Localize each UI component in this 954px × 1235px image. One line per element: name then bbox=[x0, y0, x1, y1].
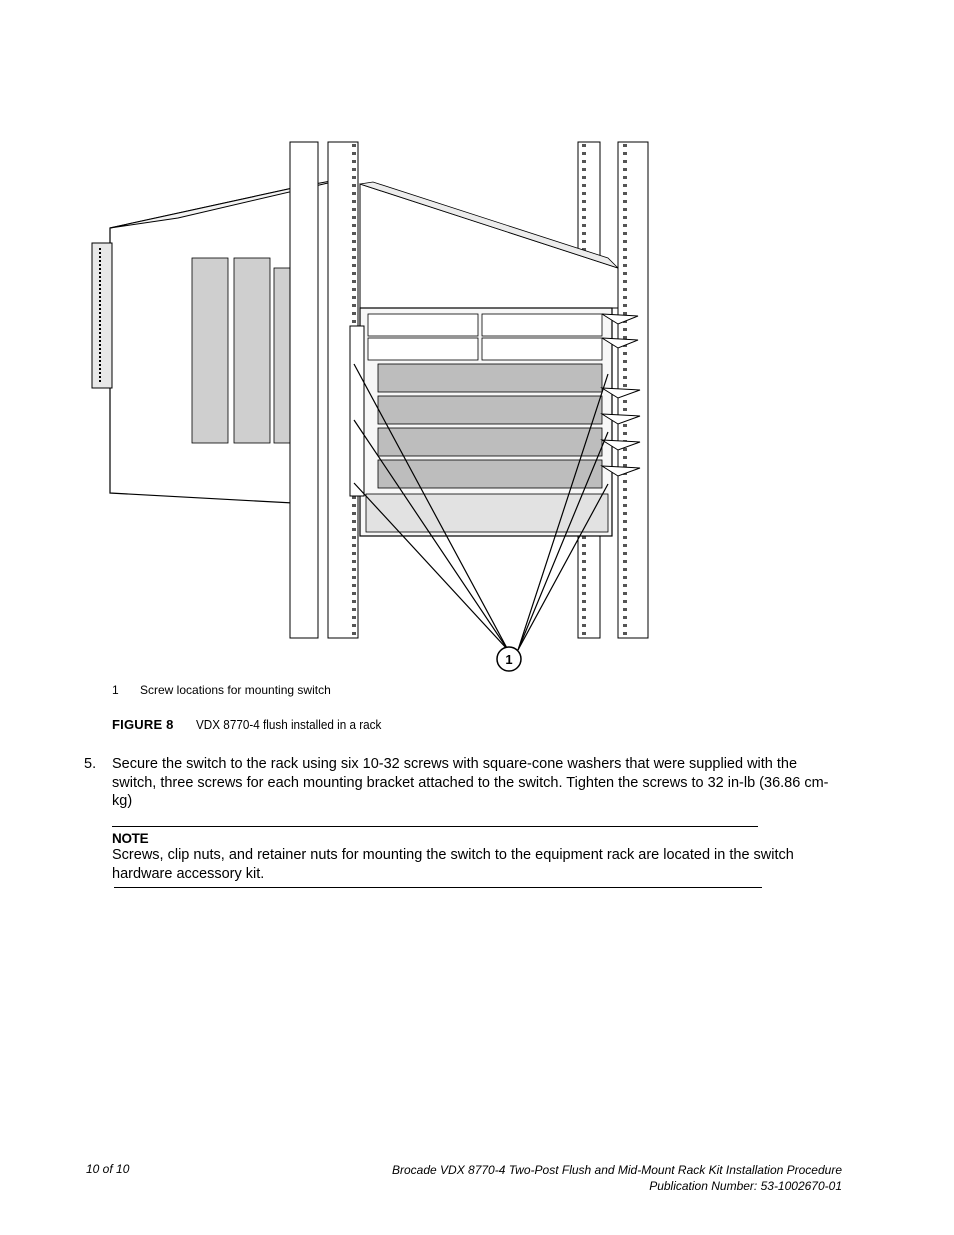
footer-doc-title: Brocade VDX 8770-4 Two-Post Flush and Mid-Mount Rack Kit Installation Procedure bbox=[392, 1163, 842, 1177]
callout-number: 1 bbox=[505, 652, 513, 667]
rack-installation-figure bbox=[88, 138, 654, 674]
footer-publication: Publication Number: 53-1002670-01 bbox=[649, 1179, 842, 1193]
legend-text: Screw locations for mounting switch bbox=[140, 683, 331, 697]
note-text: Screws, clip nuts, and retainer nuts for mounting the switch to the equipment rack are located in the switch hardware accessory kit. bbox=[112, 847, 794, 882]
figure-legend bbox=[112, 683, 331, 697]
figure-label: FIGURE 8 bbox=[112, 717, 174, 732]
note-rule-top bbox=[112, 826, 758, 827]
page-number: 10 of 10 bbox=[86, 1162, 130, 1176]
step-text: Secure the switch to the rack using six 10-32 screws with square-cone washers that were supplied with the switch, three screws for each mounting bracket attached to the switch. Tighten the screws to 32 in-lb (36.86 cm-kg) bbox=[112, 756, 829, 809]
note-rule-bottom bbox=[114, 887, 762, 888]
note-label: NOTE bbox=[112, 831, 149, 846]
figure-title: VDX 8770-4 flush installed in a rack bbox=[196, 717, 382, 732]
figure-caption bbox=[112, 717, 402, 732]
step-number: 5. bbox=[84, 756, 97, 772]
procedure-step-5 bbox=[84, 755, 834, 811]
legend-number: 1 bbox=[112, 683, 119, 697]
switch-rack-illustration bbox=[88, 138, 654, 674]
footer-doc-info bbox=[392, 1162, 842, 1194]
